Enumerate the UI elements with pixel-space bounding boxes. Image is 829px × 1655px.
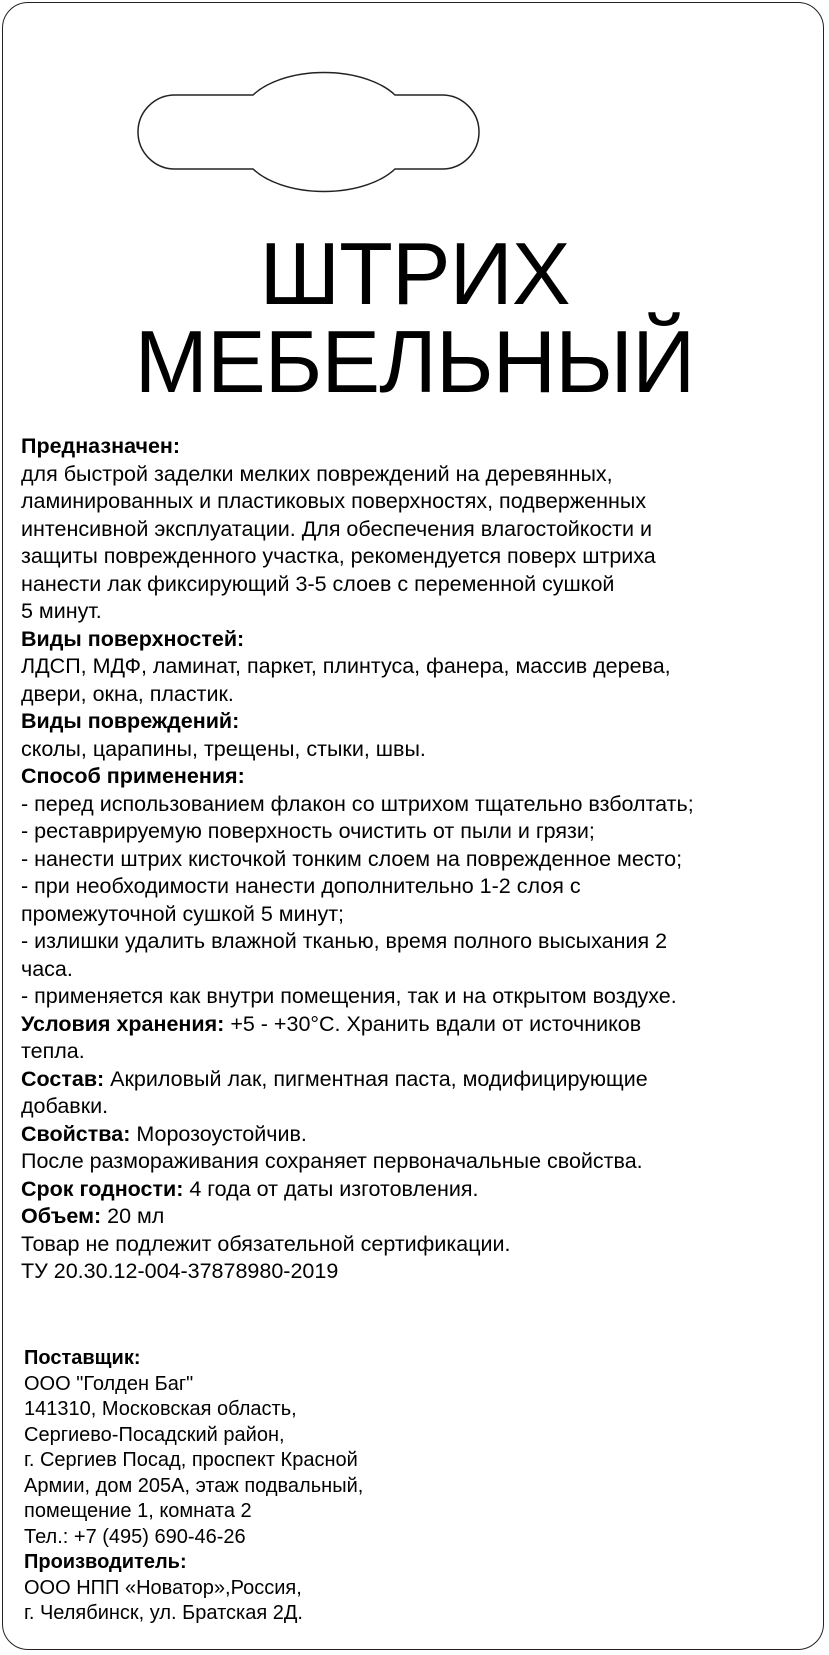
volume-heading: Объем:	[21, 1204, 102, 1228]
composition-cont: добавки.	[21, 1094, 109, 1118]
shelf-life-heading: Срок годности:	[21, 1176, 184, 1201]
surfaces-line: двери, окна, пластик.	[21, 681, 234, 706]
tu-code: ТУ 20.30.12-004-37878980-2019	[21, 1259, 339, 1283]
manufacturer-line: г. Челябинск, ул. Братская 2Д.	[24, 1602, 303, 1624]
composition-text: Акриловый лак, пигментная паста, модифицирующие	[104, 1066, 648, 1091]
method-line: - перед использованием флакон со штрихом тщательно взболтать;	[21, 791, 694, 816]
properties-cont: После размораживания сохраняет первоначальные свойства.	[21, 1149, 643, 1173]
volume-row	[21, 1203, 826, 1231]
method-line: - излишки удалить влажной тканью, время полного высыхания 2	[21, 929, 668, 953]
method-line: часа.	[21, 956, 73, 981]
product-description	[21, 433, 826, 1286]
manufacturer-line: ООО НПП «Новатор»,Россия,	[24, 1576, 302, 1599]
supplier-line: г. Сергиев Посад, проспект Красной	[24, 1449, 358, 1471]
damages-line: сколы, царапины, трещены, стыки, швы.	[21, 736, 426, 761]
composition-row	[21, 1066, 826, 1094]
shelf-life-text: 4 года от даты изготовления.	[183, 1176, 479, 1201]
properties-text: Морозоустойчив.	[130, 1121, 307, 1146]
volume-text: 20 мл	[101, 1204, 165, 1228]
method-line: - применяется как внутри помещения, так и на открытом воздухе.	[21, 984, 677, 1008]
supplier-line: Сергиево-Посадский район,	[24, 1423, 285, 1446]
purpose-line: защиты поврежденного участка, рекомендуется поверх штриха	[21, 544, 656, 568]
method-line: промежуточной сушкой 5 минут;	[21, 901, 345, 926]
certification-note: Товар не подлежит обязательной сертификации.	[21, 1231, 511, 1256]
storage-text: +5 - +30°С. Хранить вдали от источников	[224, 1011, 642, 1036]
purpose-line: интенсивной эксплуатации. Для обеспечения влагостойкости и	[21, 516, 652, 541]
composition-heading: Состав:	[21, 1066, 105, 1091]
purpose-line: нанести лак фиксирующий 3-5 слоев с переменной сушкой	[21, 571, 615, 596]
properties-heading: Свойства:	[21, 1121, 131, 1146]
storage-row	[21, 1011, 826, 1039]
method-line: - реставрируемую поверхность очистить от пыли и грязи;	[21, 819, 595, 843]
supplier-line: Армии, дом 205А, этаж подвальный,	[24, 1474, 364, 1497]
supplier-line: помещение 1, комната 2	[24, 1500, 252, 1522]
method-line: - при необходимости нанести дополнительно 1-2 слоя с	[21, 874, 581, 898]
method-line: - нанести штрих кисточкой тонким слоем на поврежденное место;	[21, 846, 683, 871]
surfaces-line: ЛДСП, МДФ, ламинат, паркет, плинтуса, фанера, массив дерева,	[21, 654, 671, 678]
hang-hole-outline	[115, 62, 500, 202]
damages-heading: Виды повреждений:	[21, 709, 240, 733]
method-heading: Способ применения:	[21, 764, 245, 788]
purpose-line: 5 минут.	[21, 599, 102, 623]
supplier-block	[24, 1346, 444, 1627]
storage-cont: тепла.	[21, 1039, 85, 1063]
supplier-heading: Поставщик:	[24, 1347, 141, 1369]
supplier-phone: Тел.: +7 (495) 690-46-26	[24, 1525, 246, 1548]
properties-row	[21, 1121, 826, 1149]
supplier-line: 141310, Московская область,	[24, 1398, 297, 1420]
product-title-line2: МЕБЕЛЬНЫЙ	[134, 312, 695, 411]
purpose-heading: Предназначен:	[21, 434, 181, 458]
product-title-line1: ШТРИХ	[259, 224, 570, 323]
purpose-line: для быстрой заделки мелких повреждений на деревянных,	[21, 461, 613, 486]
supplier-line: ООО "Голден Баг"	[24, 1372, 194, 1395]
shelf-life-row	[21, 1176, 826, 1204]
purpose-line: ламинированных и пластиковых поверхностях, подверженных	[21, 489, 647, 513]
surfaces-heading: Виды поверхностей:	[21, 626, 245, 651]
storage-heading: Условия хранения:	[21, 1011, 225, 1036]
manufacturer-heading: Производитель:	[24, 1551, 187, 1573]
